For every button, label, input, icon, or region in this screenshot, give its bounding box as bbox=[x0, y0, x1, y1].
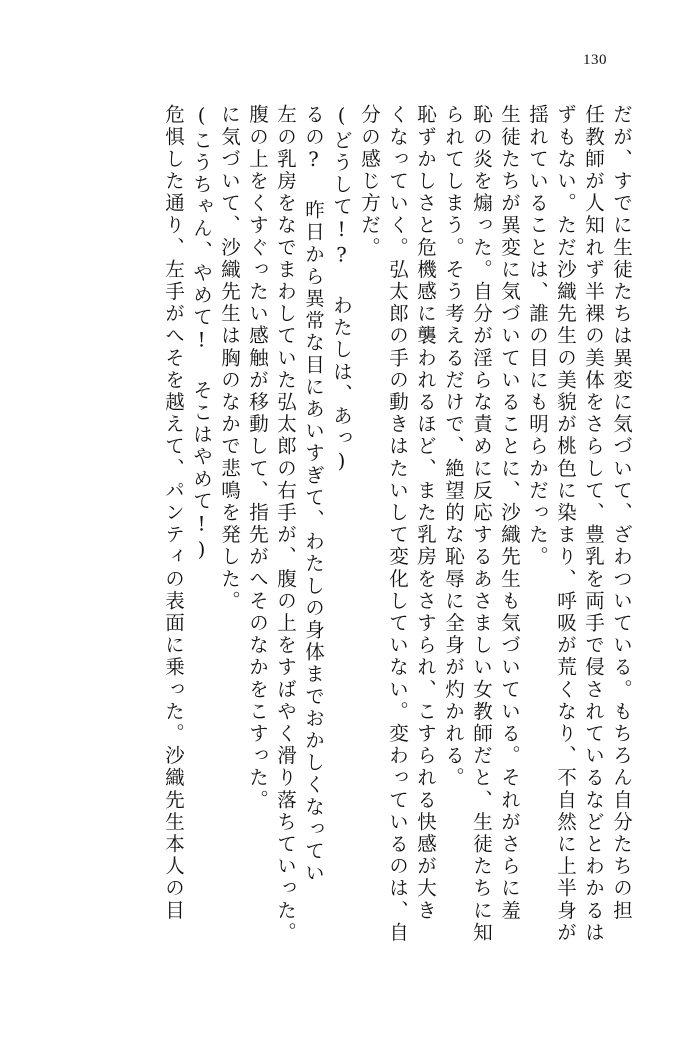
body-text bbox=[58, 104, 631, 964]
text-line: くなっていく。弘太郎の手の動きはたいして変化していない。変わっているのは、自 bbox=[386, 104, 409, 944]
page-number: 130 bbox=[583, 52, 607, 68]
text-line: 危惧した通り、左手がへそを越えて、パンティの表面に乗った。沙織先生本人の目 bbox=[162, 104, 185, 922]
text-line: 分の感じ方だ。 bbox=[358, 104, 381, 259]
text-line: られてしまう。そう考えるだけで、絶望的な恥辱に全身が灼かれる。 bbox=[442, 104, 465, 790]
text-line: ずもない。ただ沙織先生の美貌が桃色に染まり、呼吸が荒くなり、不自然に上半身が bbox=[554, 104, 577, 944]
text-line: だが、すでに生徒たちは異変に気づいて、ざわついている。もちろん自分たちの担 bbox=[610, 104, 633, 922]
text-line: 腹の上をくすぐったい感触が移動して、指先がへそのなかをこすった。 bbox=[246, 104, 269, 812]
text-line: 生徒たちが異変に気づいていることに、沙織先生も気づいている。それがさらに羞 bbox=[498, 104, 521, 922]
text-line: (どうして!? わたしは、あっ) bbox=[330, 104, 353, 476]
text-line: 左の乳房をなでまわしていた弘太郎の右手が、腹の上をすばやく滑り落ちていった。 bbox=[274, 104, 297, 944]
text-line: るの? 昨日から異常な目にあいすぎて、わたしの身体までおかしくなってい bbox=[302, 104, 325, 885]
text-line: 揺れていることは、誰の目にも明らかだった。 bbox=[526, 104, 549, 569]
text-line: に気づいて、沙織先生は胸のなかで悲鳴を発した。 bbox=[218, 104, 241, 613]
text-line: 恥の炎を煽った。自分が淫らな責めに反応するあさましい女教師だと、生徒たちに知 bbox=[470, 104, 493, 944]
text-line: 任教師が人知れず半裸の美体をさらして、豊乳を両手で侵されているなどとわかるは bbox=[582, 104, 605, 944]
text-line: (こうちゃん、やめて! そこはやめて!) bbox=[190, 104, 213, 564]
text-line: 恥ずかしさと危機感に襲われるほど、また乳房をさすられ、こすられる快感が大き bbox=[414, 104, 437, 922]
